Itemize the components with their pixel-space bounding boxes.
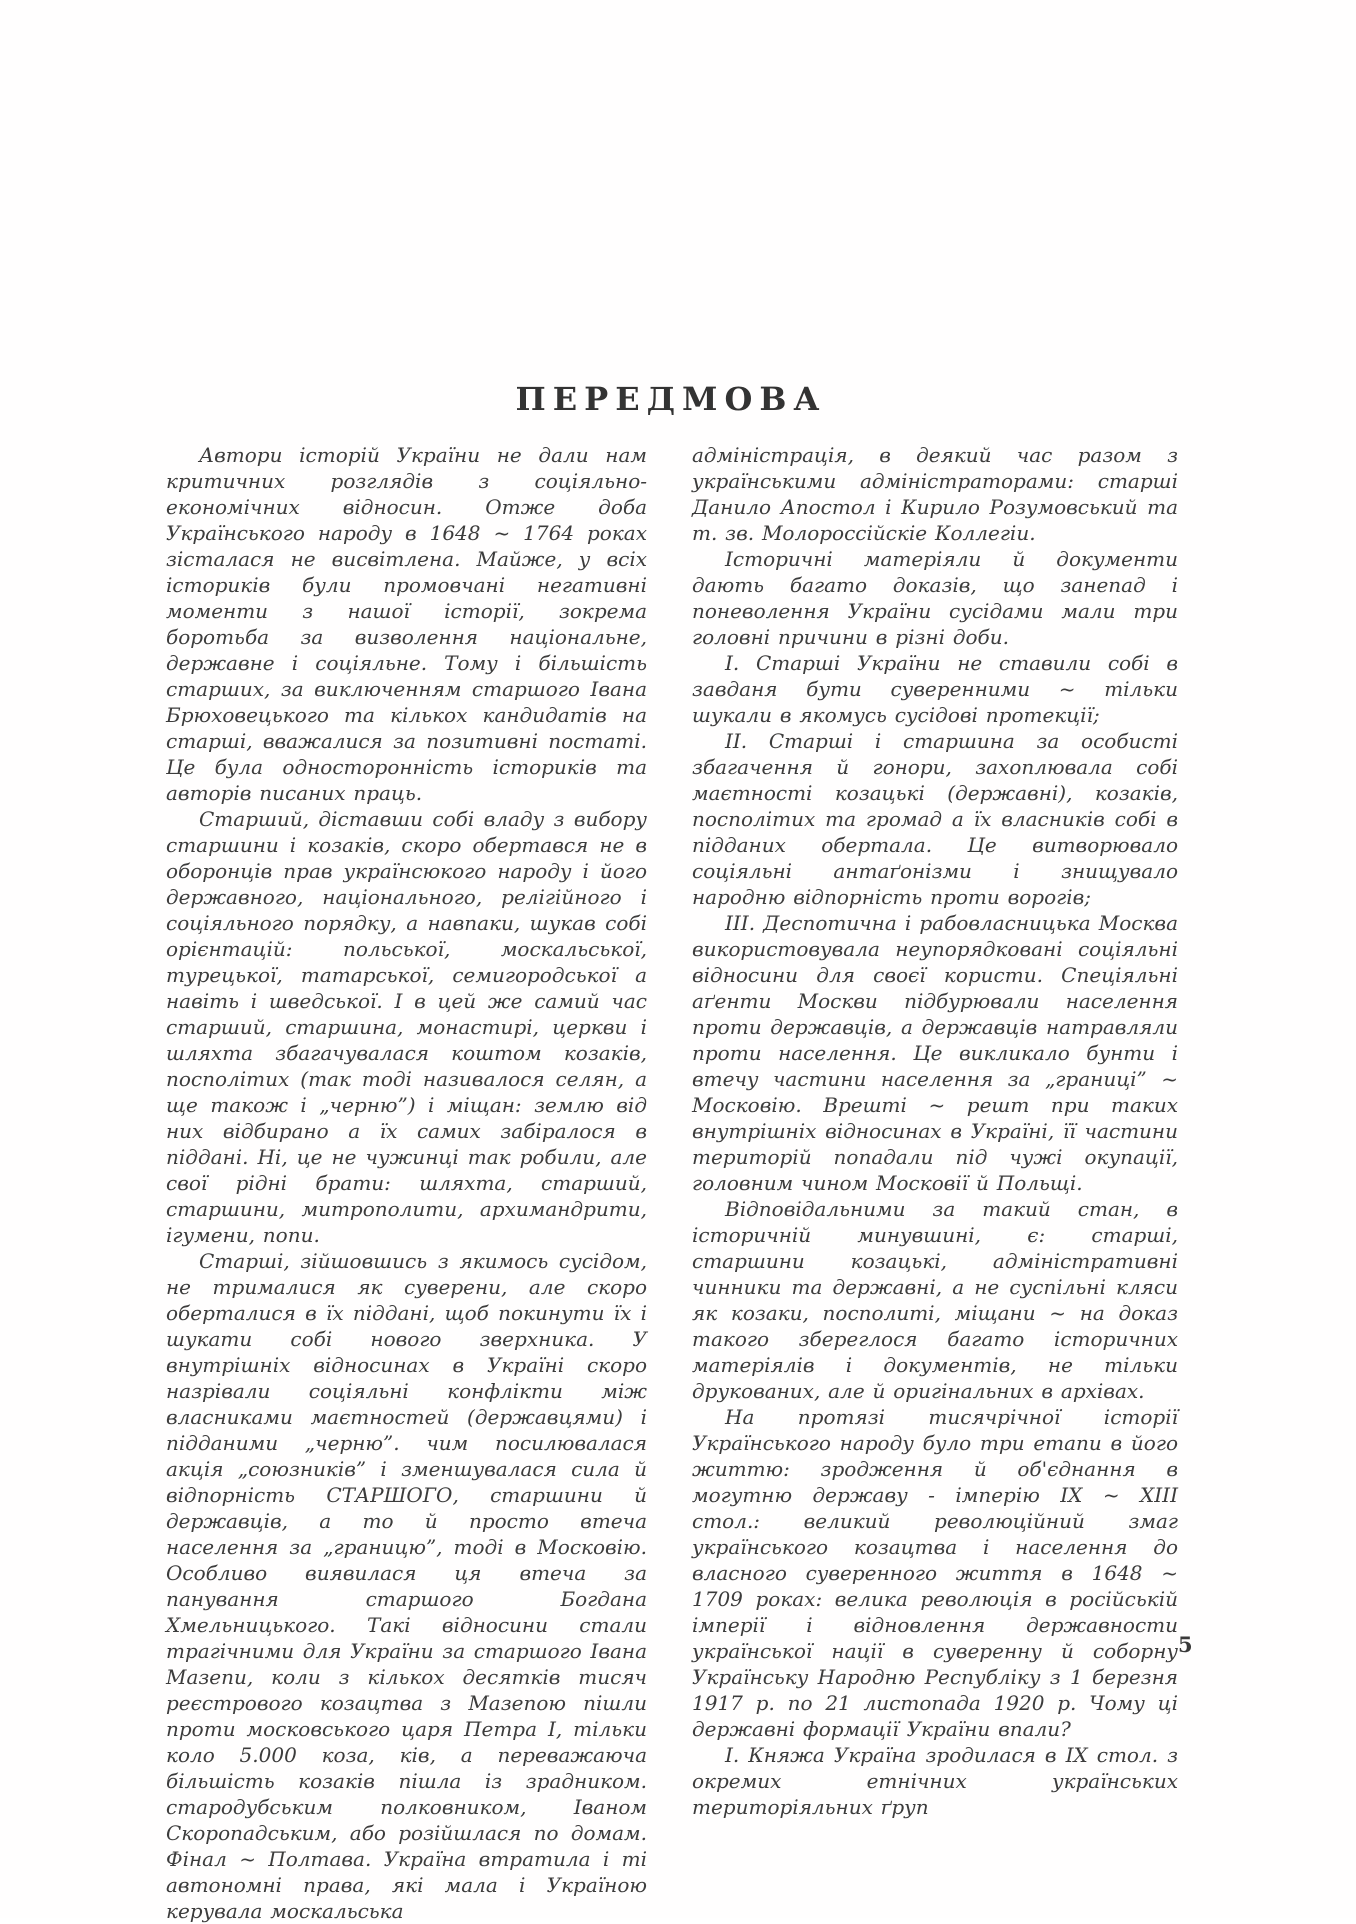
- paragraph: Історичні матеріяли й документи дають багато доказів, що занепад і поневолення України сусідами мали три головні причини в різні доби.: [692, 547, 1178, 649]
- right-column: [692, 442, 1178, 1820]
- paragraph: ІІ. Старші і старшина за особисті збагачення й гонори, захоплювала собі маєтності козацькі (державні), козаків, посполітих та громад а їх власників собі в підданих обертала. Це витворювало соціяльні антаґонізми і знищувало народню відпорність проти ворогів;: [692, 729, 1178, 909]
- paragraph: Старший, діставши собі владу з вибору старшини і козаків, скоро обертався не в оборонців прав українсюкого народу і його державного, національного, релігійного і соціяльного порядку, а навпаки, шукав собі орієнтацій: польської, москальської, турецької, татарської, семигородської а навіть і шведської. І в цей же самий час старший, старшина, монастирі, церкви і шляхта збагачувалася коштом козаків, посполітих (так тоді називалося селян, а ще також і „черню”) і міщан: землю від них відбирано а їх самих забіралося в піддані. Ні, це не чужинці так робили, але свої рідні брати: шляхта, старший, старшини, митрополити, архимандрити, ігумени, попи.: [166, 807, 647, 1247]
- title-row: [165, 380, 1177, 418]
- paragraph: Старші, зійшовшись з якимось сусідом, не трималися як суверени, але скоро оберталися в їх піддані, щоб покинути їх і шукати собі нового зверхника. У внутрішніх відносинах в Україні скоро назрівали соціяльні конфлікти між власниками маєтностей (державцями) і підданими „черню”. чим посилювалася акція „союзників” і зменшувалася сила й відпорність СТАРШОГО, старшини й державців, а то й просто втеча населення за „границю”, тоді в Московію. Особливо виявилася ця втеча за панування старшого Богдана Хмельницького. Такі відносини стали трагічними для України за старшого Івана Мазепи, коли з кількох десятків тисяч реєстрового козацтва з Мазепою пішли проти московського царя Петра І, тільки коло 5.000 коза, ків, а переважаюча більшість козаків пішла із зрадником. стародубським полковником, Іваном Скоропадським, або розійшлася по домам. Фінал ~ Полтава. Україна втратила і ті автономні права, які мала і Україною керувала москальська: [166, 1249, 647, 1923]
- paragraph: Автори історій України не дали нам критичних розглядів з соціяльно-економічних відносин. Отже доба Українського народу в 1648 ~ 1764 роках зісталася не висвітлена. Майже, у всіх істориків були промовчані негативні моменти з нашої історії, зокрема боротьба за визволення національне, державне і соціяльне. Тому і більшість старших, за виключенням старшого Івана Брюховецького та кількох кандидатів на старші, вважалися за позитивні постаті. Це була односторонність істориків та авторів писаних праць.: [166, 443, 647, 805]
- paragraph: І. Княжа Україна зродилася в IX стол. з окремих етнічних українських територіяльних ґруп: [692, 1743, 1178, 1819]
- paragraph: На протязі тисячрічної історії Українського народу було три етапи в його життю: зродження й об'єднання в могутню державу - імперію IX ~ XIII стол.: великий революційний змаг українського козацтва і населення до власного суверенного життя в 1648 ~ 1709 роках: велика революція в російській імперії і відновлення державности української нації в суверенну й соборну Українську Народню Республіку з 1 березня 1917 р. по 21 листопада 1920 р. Чому ці державні формації України впали?: [692, 1405, 1178, 1741]
- paragraph: Відповідальними за такий стан, в історичній минувшині, є: старші, старшини козацькі, адміністративні чинники та державні, а не суспільні кляси як козаки, посполиті, міщани ~ на доказ такого збереглося багато історичних матеріялів і документів, не тільки друкованих, але й оригінальних в архівах.: [692, 1197, 1178, 1403]
- paragraph: адміністрація, в деякий час разом з українськими адміністраторами: старші Данило Апостол і Кирило Розумовський та т. зв. Молороссійскіе Коллегіи.: [692, 443, 1178, 545]
- paragraph: ІІІ. Деспотична і рабовласницька Москва використовувала неупорядковані соціяльні відносини для своєї користи. Спеціяльні аґенти Москви підбурювали населення проти державців, а державців натравляли проти населення. Це викликало бунти і втечу частини населення за „границі” ~ Московію. Врешті ~ решт при таких внутрішніх відносинах в Україні, її частини територій попадали під чужі окупації, головним чином Московії й Польщі.: [692, 911, 1178, 1195]
- left-column: [166, 442, 647, 1924]
- page-title: ПЕРЕДМОВА: [515, 380, 827, 418]
- paragraph: І. Старші України не ставили собі в завданя бути суверенними ~ тільки шукали в якомусь сусідові протекції;: [692, 651, 1178, 727]
- page-number: 5: [1178, 1632, 1193, 1657]
